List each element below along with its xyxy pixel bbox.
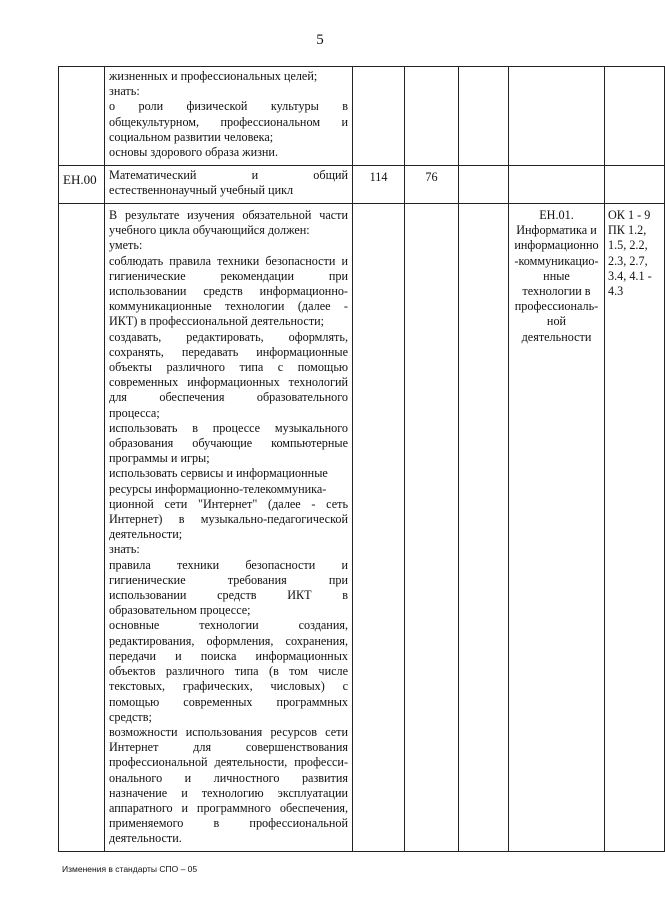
text-line: онального и личностного развития bbox=[109, 770, 348, 785]
table-row bbox=[59, 204, 665, 852]
discipline-cell bbox=[509, 166, 605, 204]
index-cell bbox=[59, 67, 105, 166]
text-line: профессиональной деятельности, професси- bbox=[109, 755, 348, 770]
required-hours-cell: 76 bbox=[405, 166, 459, 204]
empty-cell bbox=[459, 204, 509, 852]
required-hours-cell bbox=[405, 67, 459, 166]
curriculum-table bbox=[58, 66, 665, 852]
text-line: использовать в процессе музыкального bbox=[109, 420, 348, 435]
text-line: помощью современных программных bbox=[109, 694, 348, 709]
text-line: гигиенические требования при bbox=[109, 572, 348, 587]
text-line: создавать, редактировать, оформлять, bbox=[109, 329, 348, 344]
text-line: основные технологии создания, bbox=[109, 618, 348, 633]
text-line: применяемого в профессиональной bbox=[109, 816, 348, 831]
text-line: о роли физической культуры в bbox=[109, 99, 348, 114]
empty-cell bbox=[459, 67, 509, 166]
max-load-cell bbox=[353, 204, 405, 852]
description-text bbox=[109, 69, 348, 160]
text-line: ционной сети "Интернет" (далее - сеть bbox=[109, 496, 348, 511]
text-line: ресурсы информационно-телекоммуника- bbox=[109, 481, 327, 496]
page-number: 5 bbox=[316, 32, 324, 48]
text-line: гигиенические рекомендации при bbox=[109, 268, 348, 283]
text-line: возможности использования ресурсов сети bbox=[109, 724, 348, 739]
text-line: объектов различного типа (в том числе bbox=[109, 664, 348, 679]
text-line: Математический и общий bbox=[109, 168, 348, 182]
text-line: сохранять, передавать информационные bbox=[109, 344, 348, 359]
text-line: ИКТ) в профессиональной деятельности; bbox=[109, 314, 325, 329]
text-line: образования обучающие компьютерные bbox=[109, 436, 348, 451]
text-line: аппаратного и программного обеспечения, bbox=[109, 800, 348, 815]
discipline-cell bbox=[509, 204, 605, 852]
table-row bbox=[59, 67, 665, 166]
discipline-name: ЕН.01. Информатика и информационно -коммуникацио-нные технологии в профессиональ-ной деятельности bbox=[514, 208, 599, 344]
text-line: Интернет) в музыкально-педагогической bbox=[109, 512, 348, 527]
competency-cell bbox=[605, 67, 665, 166]
empty-cell bbox=[459, 166, 509, 204]
text-line: современных информационных технологий bbox=[109, 375, 348, 390]
index-cell bbox=[59, 204, 105, 852]
text-line: средств; bbox=[109, 709, 152, 724]
text-line: редактирования, оформления, сохранения, bbox=[109, 633, 348, 648]
text-line: деятельности; bbox=[109, 527, 183, 542]
text-line: образовательном процессе; bbox=[109, 603, 251, 618]
text-line: жизненных и профессиональных целей; bbox=[109, 69, 318, 83]
text-line: назначение и технологию эксплуатации bbox=[109, 785, 348, 800]
text-line: деятельности. bbox=[109, 831, 182, 846]
text-line: основы здорового образа жизни. bbox=[109, 145, 279, 160]
max-load-cell: 114 bbox=[353, 166, 405, 204]
text-line: процесса; bbox=[109, 405, 160, 420]
text-line: использовать сервисы и информационные bbox=[109, 466, 328, 481]
text-line: правила техники безопасности и bbox=[109, 557, 348, 572]
competency-cell bbox=[605, 166, 665, 204]
description-text bbox=[109, 208, 348, 847]
discipline-cell bbox=[509, 67, 605, 166]
description-text bbox=[109, 168, 348, 198]
footer-note: Изменения в стандарты СПО – 05 bbox=[62, 864, 198, 874]
text-line: программы и игры; bbox=[109, 451, 210, 466]
max-load-cell bbox=[353, 67, 405, 166]
text-line: объекты различного типа с помощью bbox=[109, 360, 348, 375]
text-line: текстовых, графических, числовых) с bbox=[109, 679, 348, 694]
text-line: знать: bbox=[109, 542, 140, 557]
text-line: использовании средств ИКТ в bbox=[109, 588, 348, 603]
table-row bbox=[59, 166, 665, 204]
text-line: уметь: bbox=[109, 238, 143, 253]
text-line: В результате изучения обязательной части bbox=[109, 208, 348, 222]
text-line: передачи и поиска информационных bbox=[109, 648, 348, 663]
competency-cell bbox=[605, 204, 665, 852]
text-line: Интернет для совершенствования bbox=[109, 740, 348, 755]
text-line: знать: bbox=[109, 84, 140, 99]
text-line: естественнонаучный учебный цикл bbox=[109, 183, 294, 198]
text-line: учебного цикла обучающийся должен: bbox=[109, 223, 310, 238]
required-hours-cell bbox=[405, 204, 459, 852]
competency-codes: ОК 1 - 9 ПК 1.2, 1.5, 2.2, 2.3, 2.7, 3.4, 4.1 - 4.3 bbox=[608, 208, 652, 299]
text-line: соблюдать правила техники безопасности и bbox=[109, 253, 348, 268]
description-cell bbox=[105, 204, 353, 852]
index-cell: ЕН.00 bbox=[59, 166, 105, 204]
text-line: коммуникационные технологии (далее - bbox=[109, 299, 348, 314]
text-line: социальном развитии человека; bbox=[109, 129, 274, 144]
text-line: использовании средств информационно- bbox=[109, 284, 348, 299]
description-cell bbox=[105, 67, 353, 166]
text-line: для обеспечения образовательного bbox=[109, 390, 348, 405]
text-line: общекультурном, профессиональном и bbox=[109, 114, 348, 129]
description-cell bbox=[105, 166, 353, 204]
